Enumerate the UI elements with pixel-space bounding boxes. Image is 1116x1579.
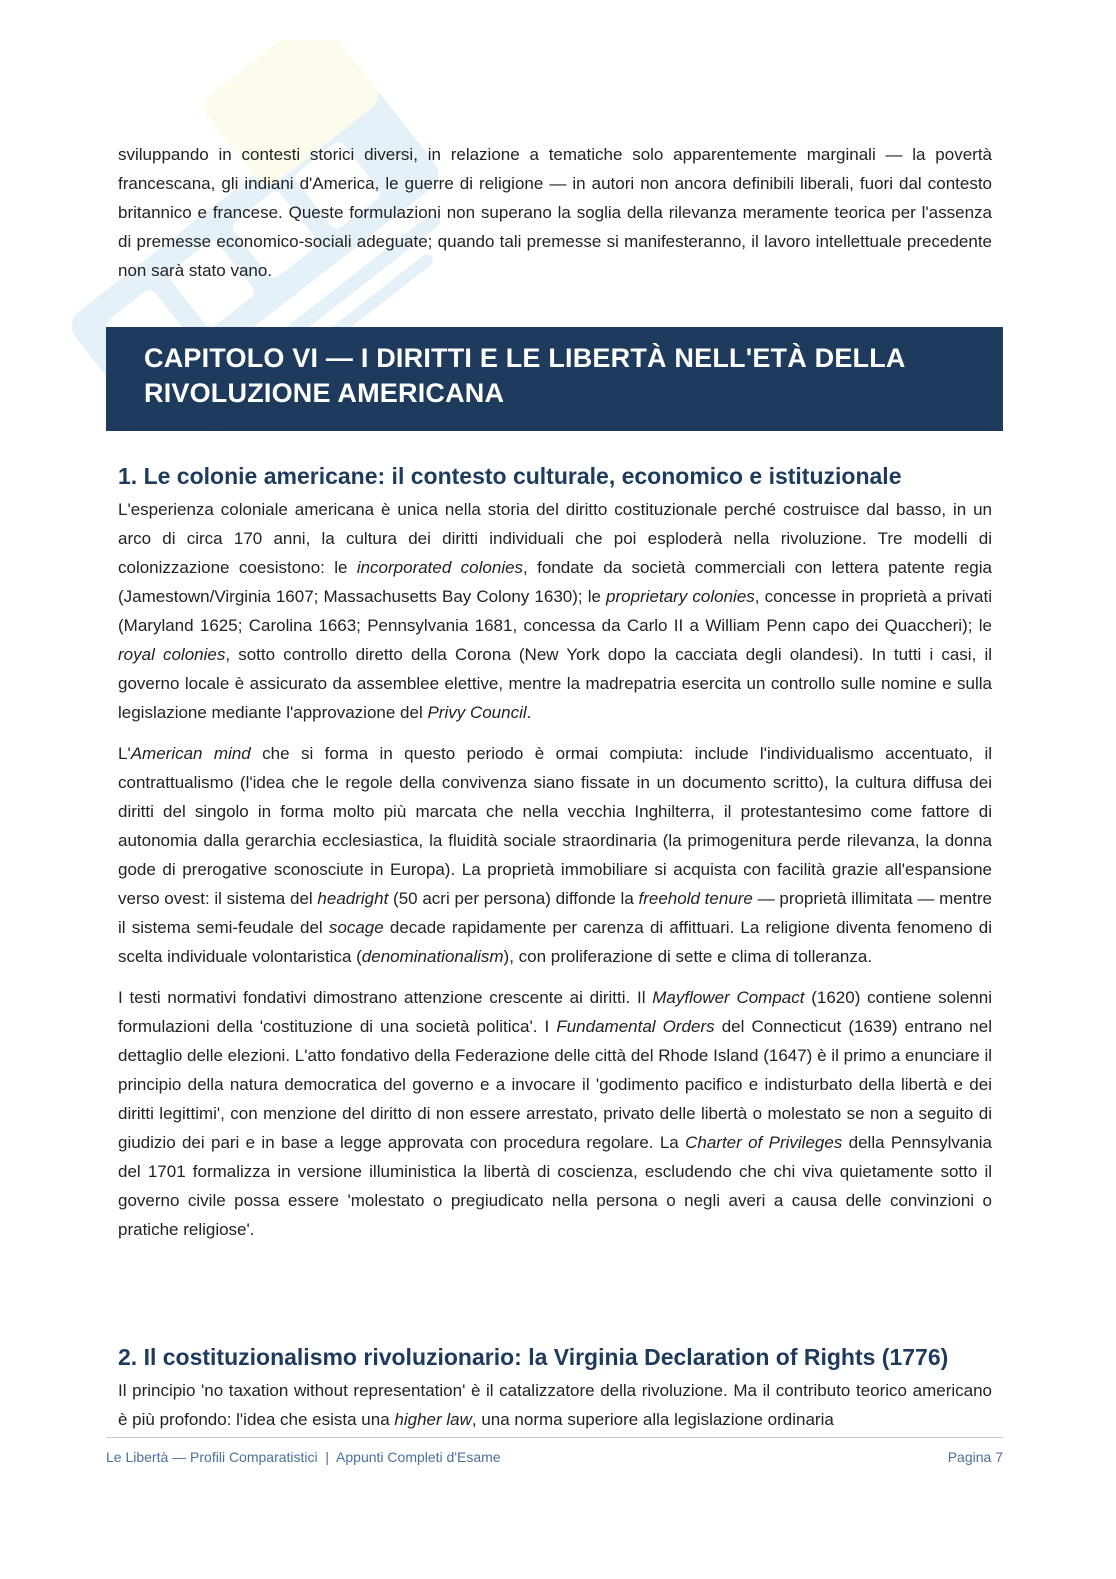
chapter-title-line2: RIVOLUZIONE AMERICANA	[144, 378, 505, 408]
chapter-title	[144, 341, 965, 411]
section-1-paragraph-3: I testi normativi fondativi dimostrano attenzione crescente ai diritti. Il Mayflower Compact (1620) contiene solenni formulazioni della 'costituzione di una società politica'. I Fundamental Orders del Connecticut (1639) entrano nel dettaglio delle elezioni. L'atto fondativo della Federazione delle città del Rhode Island (1647) è il primo a enunciare il principio della natura democratica del governo e a invocare il 'godimento pacifico e indisturbato della libertà e dei diritti legittimi', con menzione del diritto di non essere arrestato, privato delle libertà o molestato se non a seguito di giudizio dei pari e in base a legge approvata con procedura regolare. La Charter of Privileges della Pennsylvania del 1701 formalizza in versione illuministica la libertà di coscienza, escludendo che chi viva quietamente sotto il governo civile possa essere 'molestato o pregiudicato nella persona o negli averi a causa delle convinzioni o pratiche religiose'.	[118, 988, 993, 1239]
section-1-paragraph-1: L'esperienza coloniale americana è unica nella storia del diritto costituzionale perché costruisce dal basso, in un arco di circa 170 anni, la cultura dei diritti individuali che poi esploderà nella rivoluzione. Tre modelli di colonizzazione coesistono: le incorporated colonies, fondate da società commerciali con lettera patente regia (Jamestown/Virginia 1607; Massachusetts Bay Colony 1630); le proprietary colonies, concesse in proprietà a privati (Maryland 1625; Carolina 1663; Pennsylvania 1681, concessa da Carlo II a William Penn capo dei Quaccheri); le royal colonies, sotto controllo diretto della Corona (New York dopo la cacciata degli olandesi). In tutti i casi, il governo locale è assicurato da assemblee elettive, mentre la madrepatria esercita un controllo sulle nomine e sulla legislazione mediante l'approvazione del Privy Council.	[118, 500, 992, 722]
page-footer	[106, 1449, 1003, 1465]
chapter-title-line1: CAPITOLO VI — I DIRITTI E LE LIBERTÀ NELL'ETÀ DELLA	[144, 343, 906, 373]
section-2-heading: 2. Il costituzionalismo rivoluzionario: la Virginia Declaration of Rights (1776)	[118, 1344, 949, 1370]
section-1-heading: 1. Le colonie americane: il contesto culturale, economico e istituzionale	[118, 463, 902, 489]
footer-page-number: Pagina 7	[947, 1449, 1003, 1465]
section-1-paragraph-2: L'American mind che si forma in questo periodo è ormai compiuta: include l'individualismo accentuato, il contrattualismo (l'idea che le regole della convivenza siano fissate in un documento scritto), la cultura diffusa dei diritti del singolo in forma molto più marcata che nella vecchia Inghilterra, il protestantesimo come fattore di autonomia dalla gerarchia ecclesiastica, la fluidità sociale straordinaria (la primogenitura perde rilevanza, la donna gode di prerogative sconosciute in Europa). La proprietà immobiliare si acquista con facilità grazie all'espansione verso ovest: il sistema del headright (50 acri per persona) diffonde la freehold tenure — proprietà illimitata — mentre il sistema semi-feudale del socage decade rapidamente per carenza di affittuari. La religione diventa fenomeno di scelta individuale volontaristica (denominationalism), con proliferazione di sette e clima di tolleranza.	[118, 744, 992, 966]
intro-paragraph: sviluppando in contesti storici diversi, in relazione a tematiche solo apparentemente marginali — la povertà francescana, gli indiani d'America, le guerre di religione — in autori non ancora definibili liberali, fuori dal contesto britannico e francese. Queste formulazioni non superano la soglia della rilevanza meramente teorica per l'assenza di premesse economico-sociali adeguate; quando tali premesse si manifesteranno, il lavoro intellettuale precedente non sarà stato vano.	[118, 145, 992, 280]
footer-document-title: Le Libertà — Profili Comparatistici | Appunti Completi d'Esame	[106, 1449, 501, 1465]
section-2-paragraph-1: Il principio 'no taxation without representation' è il catalizzatore della rivoluzione. Ma il contributo teorico americano è più profondo: l'idea che esista una higher law, una norma superiore alla legislazione ordinaria	[118, 1381, 992, 1429]
section-2	[118, 1342, 992, 1446]
chapter-banner	[106, 327, 1003, 431]
section-1	[118, 461, 992, 1256]
page-content	[118, 140, 992, 297]
